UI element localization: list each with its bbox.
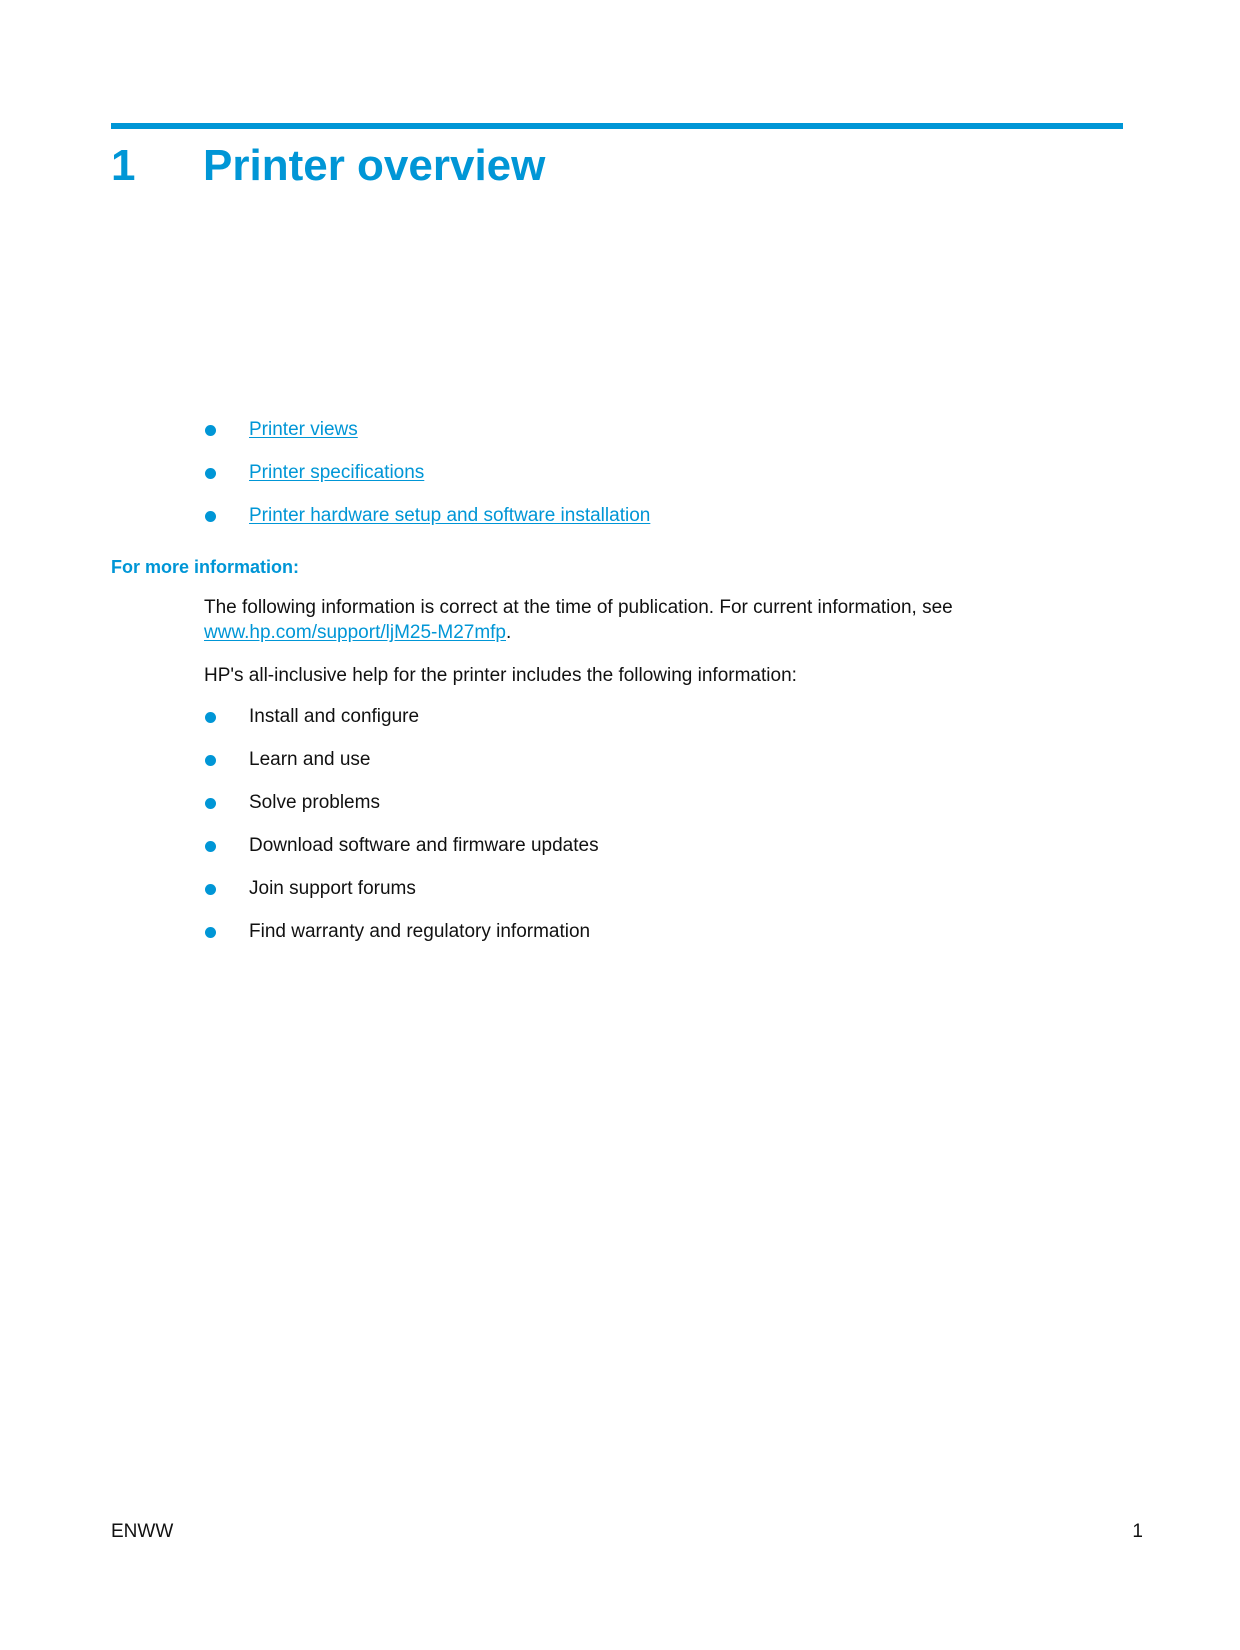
bullet-icon <box>205 927 216 938</box>
bullet-icon <box>205 712 216 723</box>
footer-page-number: 1 <box>1132 1521 1143 1542</box>
chapter-top-rule <box>111 123 1123 129</box>
list-item-label: Learn and use <box>249 749 371 770</box>
chapter-number: 1 <box>111 141 136 190</box>
toc-link-printer-specifications[interactable]: Printer specifications <box>249 462 425 483</box>
list-item-label: Install and configure <box>249 706 420 727</box>
footer-locale-code: ENWW <box>111 1521 174 1542</box>
help-intro-paragraph: HP's all-inclusive help for the printer includes the following information: <box>204 665 797 686</box>
list-item-label: Join support forums <box>249 878 416 899</box>
bullet-icon <box>205 511 216 522</box>
bullet-icon <box>205 468 216 479</box>
bullet-icon <box>205 841 216 852</box>
more-info-paragraph-text: The following information is correct at the time of publication. For current information, see <box>204 597 953 618</box>
list-item-label: Find warranty and regulatory information <box>249 921 591 942</box>
chapter-title: Printer overview <box>203 141 546 190</box>
list-item-label: Solve problems <box>249 792 380 813</box>
bullet-icon <box>205 755 216 766</box>
more-info-paragraph-end: . <box>506 622 512 643</box>
section-heading-more-info: For more information: <box>111 557 299 577</box>
bullet-icon <box>205 884 216 895</box>
list-item-label: Download software and firmware updates <box>249 835 599 856</box>
hp-support-link[interactable]: www.hp.com/support/ljM25-M27mfp <box>204 622 506 643</box>
toc-link-hardware-setup[interactable]: Printer hardware setup and software installation <box>249 505 651 526</box>
toc-link-printer-views[interactable]: Printer views <box>249 419 358 440</box>
more-info-paragraph <box>204 595 1104 645</box>
bullet-icon <box>205 798 216 809</box>
bullet-icon <box>205 425 216 436</box>
